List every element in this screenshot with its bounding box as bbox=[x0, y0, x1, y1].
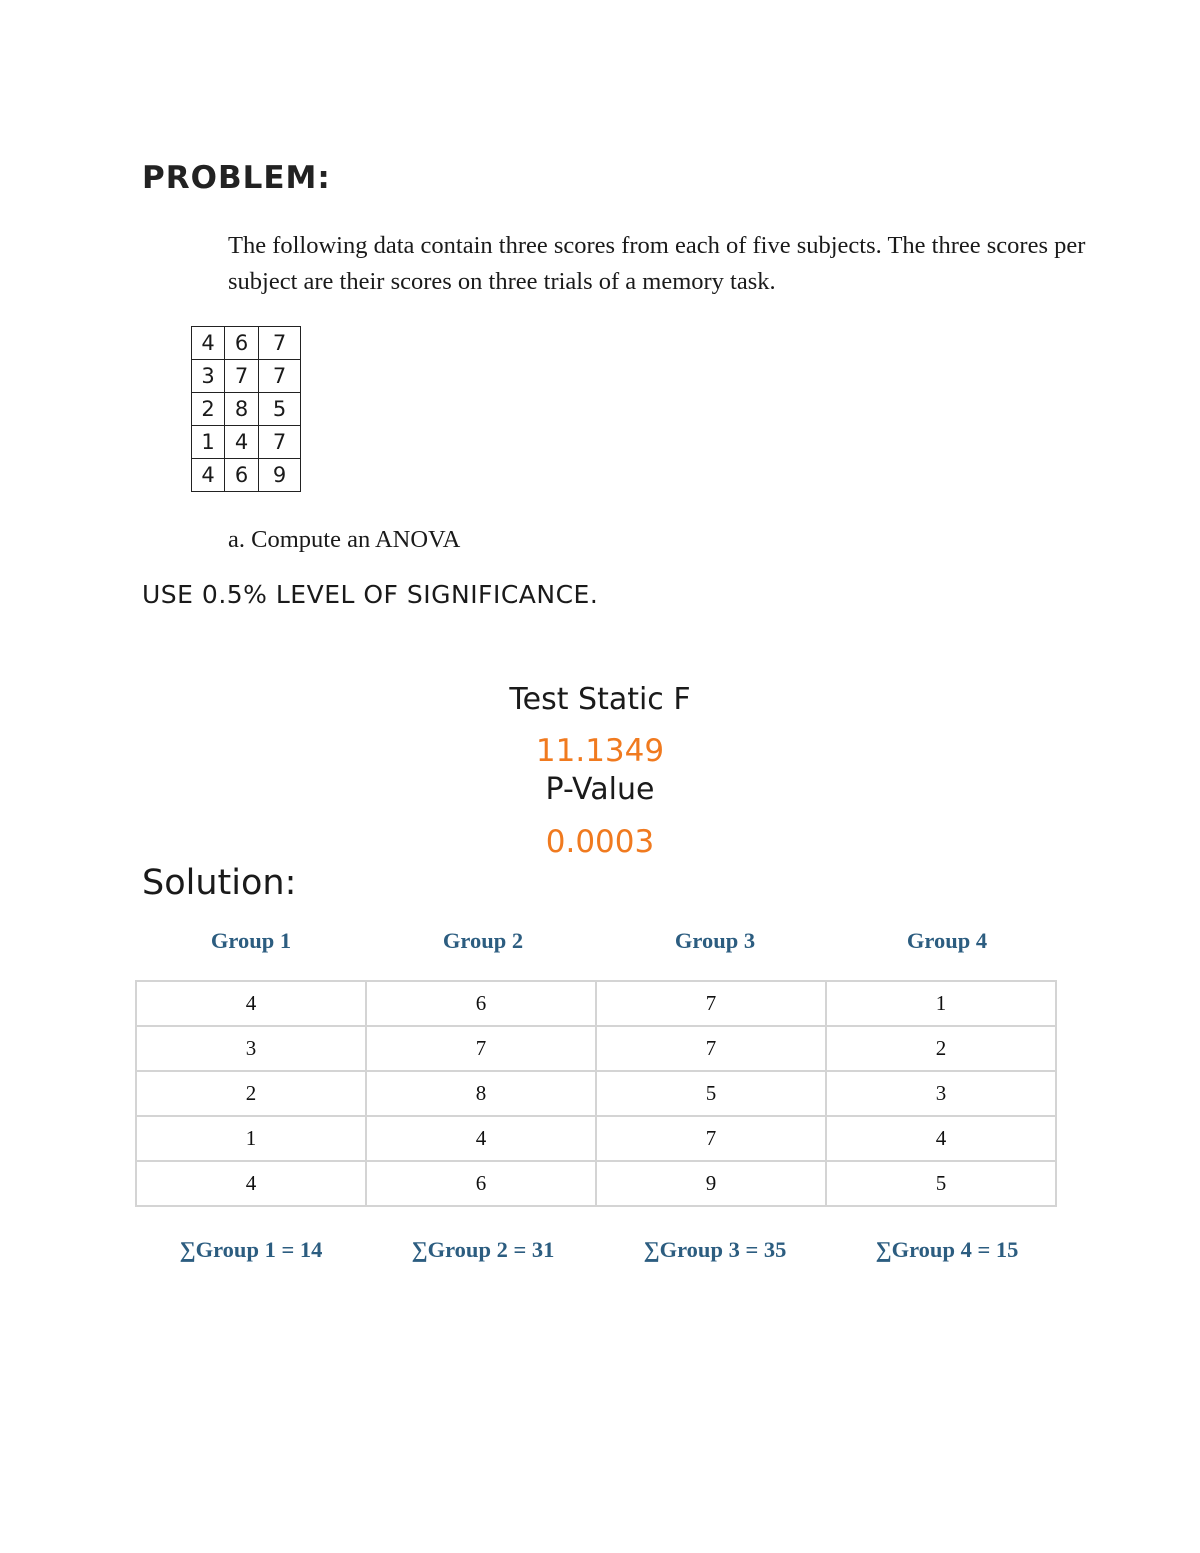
problem-heading: PROBLEM: bbox=[142, 160, 331, 196]
table-cell: 9 bbox=[596, 1161, 826, 1206]
table-row bbox=[192, 327, 301, 360]
table-row bbox=[136, 1161, 1056, 1206]
group-sum-3: ∑Group 3 = 35 bbox=[643, 1237, 787, 1262]
table-cell: 6 bbox=[225, 459, 259, 492]
table-cell: 6 bbox=[225, 327, 259, 360]
table-cell: 7 bbox=[366, 1026, 596, 1071]
p-value-label: P-Value bbox=[545, 772, 655, 807]
group-sum-1: ∑Group 1 = 14 bbox=[179, 1237, 323, 1262]
table-cell: 4 bbox=[192, 459, 225, 492]
solution-heading: Solution: bbox=[142, 863, 297, 903]
table-cell: 3 bbox=[826, 1071, 1056, 1116]
table-cell: 5 bbox=[259, 393, 301, 426]
scores-table bbox=[191, 326, 301, 492]
table-cell: 4 bbox=[136, 981, 366, 1026]
table-cell: 4 bbox=[826, 1116, 1056, 1161]
table-cell: 2 bbox=[192, 393, 225, 426]
table-row bbox=[192, 459, 301, 492]
table-cell: 6 bbox=[366, 1161, 596, 1206]
table-cell: 4 bbox=[366, 1116, 596, 1161]
group-sum-2: ∑Group 2 = 31 bbox=[411, 1237, 555, 1262]
table-row bbox=[192, 393, 301, 426]
table-cell: 7 bbox=[259, 360, 301, 393]
table-cell: 3 bbox=[136, 1026, 366, 1071]
table-cell: 7 bbox=[259, 426, 301, 459]
table-cell: 4 bbox=[192, 327, 225, 360]
table-cell: 1 bbox=[192, 426, 225, 459]
p-value-value: 0.0003 bbox=[545, 824, 655, 860]
table-cell: 2 bbox=[826, 1026, 1056, 1071]
table-row bbox=[136, 1071, 1056, 1116]
table-cell: 5 bbox=[596, 1071, 826, 1116]
table-cell: 8 bbox=[225, 393, 259, 426]
f-statistic-value: 11.1349 bbox=[535, 733, 665, 769]
table-cell: 9 bbox=[259, 459, 301, 492]
table-cell: 7 bbox=[596, 1026, 826, 1071]
table-cell: 4 bbox=[225, 426, 259, 459]
table-cell: 2 bbox=[136, 1071, 366, 1116]
group-data-table bbox=[135, 980, 1057, 1207]
table-cell: 4 bbox=[136, 1161, 366, 1206]
table-cell: 7 bbox=[259, 327, 301, 360]
table-cell: 1 bbox=[136, 1116, 366, 1161]
problem-statement: The following data contain three scores from each of five subjects. The three scores per subject are their scores on three trials of a memory task. bbox=[228, 232, 1086, 295]
table-row bbox=[192, 360, 301, 393]
table-cell: 7 bbox=[596, 1116, 826, 1161]
table-row bbox=[136, 981, 1056, 1026]
table-row bbox=[192, 426, 301, 459]
table-cell: 7 bbox=[596, 981, 826, 1026]
table-row bbox=[136, 1116, 1056, 1161]
task-instruction: a. Compute an ANOVA bbox=[228, 526, 461, 553]
group-header-2: Group 2 bbox=[442, 928, 524, 953]
table-cell: 3 bbox=[192, 360, 225, 393]
table-cell: 5 bbox=[826, 1161, 1056, 1206]
f-statistic-label: Test Static F bbox=[509, 682, 691, 717]
table-cell: 6 bbox=[366, 981, 596, 1026]
group-header-1: Group 1 bbox=[210, 928, 292, 953]
table-cell: 1 bbox=[826, 981, 1056, 1026]
table-cell: 7 bbox=[225, 360, 259, 393]
table-row bbox=[136, 1026, 1056, 1071]
group-header-3: Group 3 bbox=[674, 928, 756, 953]
significance-level: USE 0.5% LEVEL OF SIGNIFICANCE. bbox=[142, 580, 599, 609]
group-header-4: Group 4 bbox=[906, 928, 988, 953]
table-cell: 8 bbox=[366, 1071, 596, 1116]
group-sum-4: ∑Group 4 = 15 bbox=[875, 1237, 1019, 1262]
